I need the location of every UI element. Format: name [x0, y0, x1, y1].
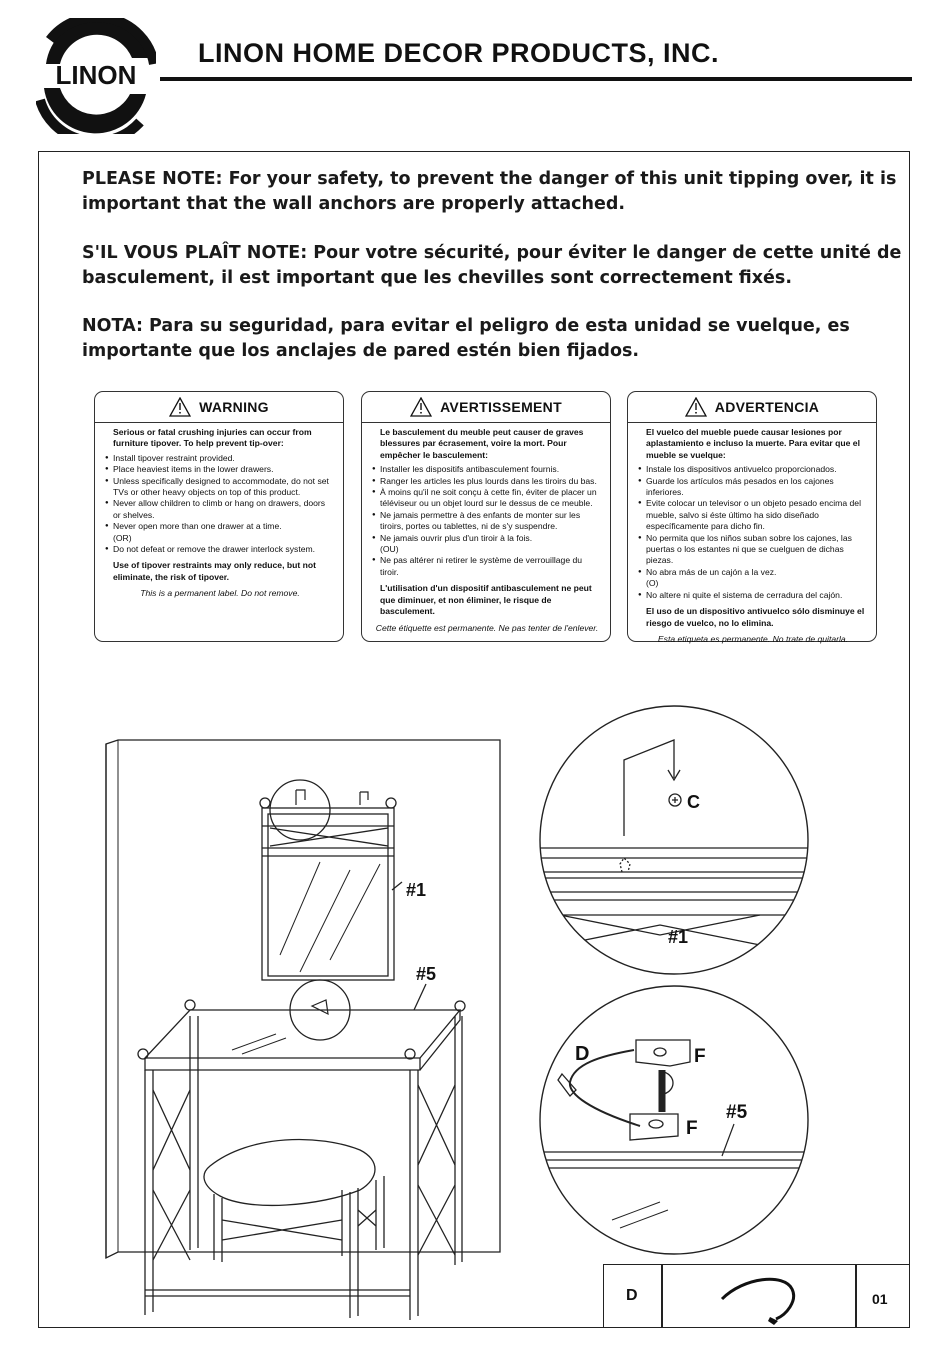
- label-table: #5: [416, 964, 437, 984]
- card-item: ● Install tipover restraint provided.: [105, 453, 335, 464]
- card-item: ● No abra más de un cajón a la vez.: [638, 567, 868, 578]
- card-item: ● Never allow children to climb or hang on drawers, doors or shelves.: [105, 498, 335, 521]
- card-item: ● Do not defeat or remove the drawer interlock system.: [105, 544, 335, 555]
- note-english: PLEASE NOTE: For your safety, to prevent the danger of this unit tipping over, it is important that the wall anchors are properly attached.: [82, 169, 897, 214]
- strap-icon: [714, 1269, 804, 1325]
- card-permanent-note: Esta etiqueta es permanente. No trate de quitarla.: [657, 633, 849, 644]
- company-name: LINON HOME DECOR PRODUCTS, INC.: [198, 38, 720, 68]
- card-item: ● Ne jamais ouvrir plus d'un tiroir à la fois.: [372, 533, 602, 544]
- part-letter: D: [626, 1287, 638, 1304]
- card-item: ● Evite colocar un televisor o un objeto pesado encima del mueble, salvo si éste último ha sido diseñado específicamente para dicho fin.: [638, 498, 868, 532]
- card-item: ● Installer les dispositifs antibasculement fournis.: [372, 464, 602, 475]
- label-mirror: #1: [406, 880, 427, 900]
- card-header: [362, 392, 610, 423]
- card-item: ● No altere ni quite el sistema de cerradura del cajón.: [638, 590, 868, 601]
- card-item: (O): [646, 578, 659, 589]
- detail-label-d: D: [575, 1043, 590, 1065]
- parts-divider: [661, 1265, 663, 1328]
- detail-label-f-lower: F: [686, 1118, 698, 1139]
- card-tail: El uso de un dispositivo antivuelco sólo disminuye el riesgo de vuelco, no lo elimina.: [646, 606, 865, 628]
- card-lead: Le basculement du meuble peut causer de graves blessures par écrasement, voire la mort. Pour empêcher le basculement:: [380, 427, 584, 460]
- header-rule: [160, 77, 912, 81]
- part-quantity: 01: [872, 1291, 888, 1307]
- card-item: (OU): [380, 544, 399, 555]
- warning-card-english: [94, 391, 344, 642]
- card-header: [628, 392, 876, 423]
- detail-label-f-upper: F: [694, 1046, 706, 1067]
- card-tail: L'utilisation d'un dispositif antibasculement ne peut que diminuer, et non éliminer, le risque de basculement.: [380, 583, 592, 617]
- linon-logo: [36, 18, 156, 134]
- card-lead: Serious or fatal crushing injuries can occur from furniture tipover. To help prevent tip-over:: [113, 427, 312, 449]
- card-item: ● No permita que los niños suban sobre los cajones, las puertas o los estantes ni que se cuelguen de dichas piezas.: [638, 533, 868, 567]
- card-item: ● Never open more than one drawer at a time.: [105, 521, 335, 532]
- card-lead: El vuelco del mueble puede causar lesiones por aplastamiento e incluso la muerte. Para evitar que el mueble se vuelque:: [646, 427, 860, 460]
- card-item: (OR): [113, 532, 132, 543]
- card-item: ● Place heaviest items in the lower drawers.: [105, 464, 335, 475]
- card-tail: Use of tipover restraints may only reduce, but not eliminate, the risk of tipover.: [113, 560, 316, 582]
- card-permanent-note: Cette étiquette est permanente. Ne pas tenter de l'enlever.: [375, 622, 599, 633]
- warning-triangle-icon: [410, 397, 432, 417]
- parts-divider: [855, 1265, 857, 1328]
- detail-label-table: #5: [726, 1102, 748, 1123]
- card-title: ADVERTENCIA: [714, 399, 820, 415]
- card-title: AVERTISSEMENT: [440, 399, 562, 415]
- card-item: ● Guarde los artículos más pesados en los cajones inferiores.: [638, 476, 868, 499]
- card-item: ● Ranger les articles les plus lourds dans les tiroirs du bas.: [372, 476, 602, 487]
- warning-triangle-icon: [169, 397, 191, 417]
- note-spanish: NOTA: Para su seguridad, para evitar el peligro de esta unidad se vuelque, es importante que los anclajes de pared estén bien fijados.: [82, 316, 850, 361]
- detail-label-c: C: [687, 792, 700, 812]
- card-header: [95, 392, 343, 423]
- card-title: WARNING: [199, 399, 269, 415]
- warning-card-french: [361, 391, 611, 642]
- card-item: ● Instale los dispositivos antivuelco proporcionados.: [638, 464, 868, 475]
- card-item: ● Unless specifically designed to accommodate, do not set TVs or other heavy objects on top of this product.: [105, 476, 335, 499]
- note-french: S'IL VOUS PLAÎT NOTE: Pour votre sécurité, pour éviter le danger de cette unité de basculement, il est important que les chevilles sont correctement fixés.: [82, 243, 902, 288]
- warning-card-spanish: [627, 391, 877, 642]
- card-item: ● À moins qu'il ne soit conçu à cette fin, éviter de placer un téléviseur ou un objet lourd sur le dessus de ce meuble.: [372, 487, 602, 510]
- card-item: ● Ne jamais permettre à des enfants de monter sur les tiroirs, portes ou tablettes, ni de s'y suspendre.: [372, 510, 602, 533]
- logo-text: LINON: [55, 60, 137, 90]
- card-permanent-note: This is a permanent label. Do not remove.: [140, 588, 300, 599]
- parts-box: [603, 1264, 910, 1328]
- card-item: ● Ne pas altérer ni retirer le système de verrouillage du tiroir.: [372, 555, 602, 578]
- detail-label-mirror: #1: [668, 927, 689, 947]
- warning-triangle-icon: [685, 397, 707, 417]
